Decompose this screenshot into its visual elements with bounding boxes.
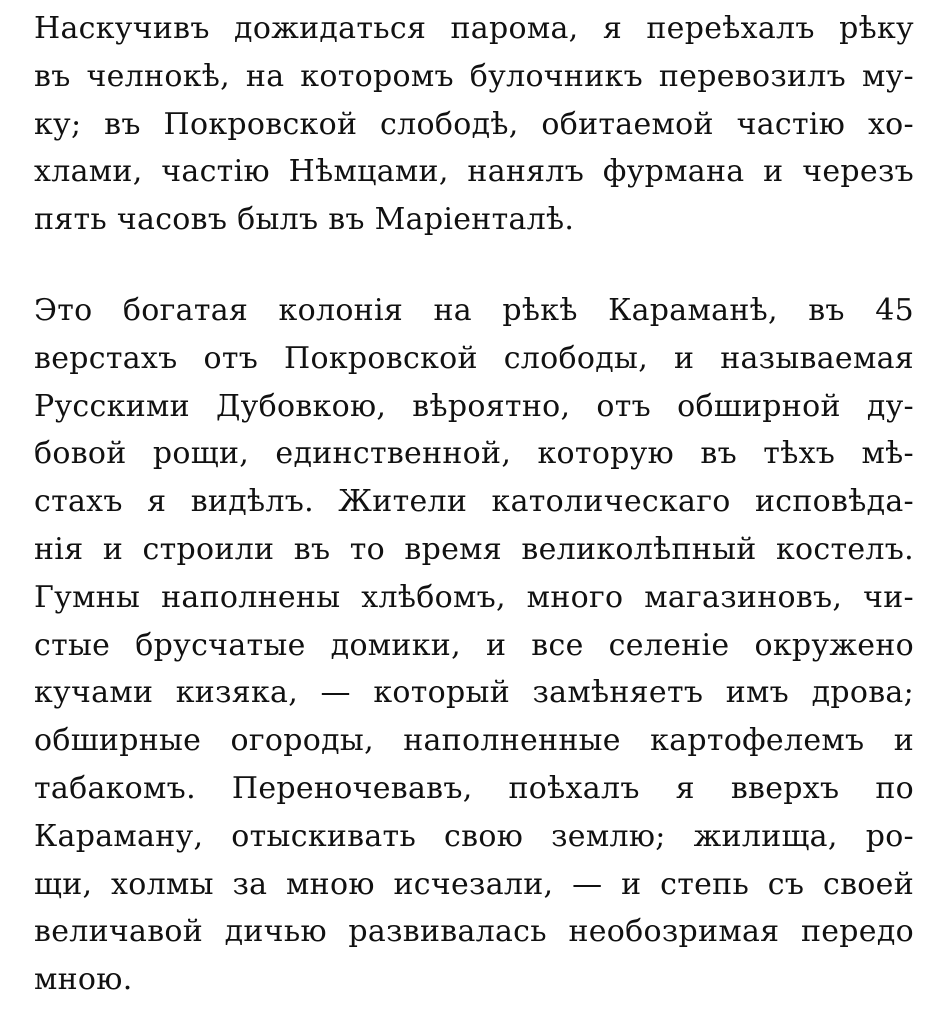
text-line: хлами, частію Нѣмцами, нанялъ фурмана и черезъ: [34, 154, 914, 190]
paragraph-2: [34, 287, 914, 1004]
text-line: кучами кизяка, — который замѣняетъ имъ дрова;: [34, 675, 914, 711]
text-line: Русскими Дубовкою, вѣроятно, отъ обширной ду-: [34, 388, 914, 424]
text-line: въ челнокѣ, на которомъ булочникъ перевозилъ му-: [34, 58, 914, 94]
text-line: стые брусчатые домики, и все селеніе окружено: [34, 627, 914, 663]
text-line: Это богатая колонія на рѣкѣ Караманѣ, въ 45: [34, 293, 914, 328]
text-line: нія и строили въ то время великолѣпный костелъ.: [34, 531, 914, 567]
text-line: бовой рощи, единственной, которую въ тѣхъ мѣ-: [34, 436, 914, 472]
text-line: табакомъ. Переночевавъ, поѣхалъ я вверхъ по: [34, 770, 914, 806]
text-line: щи, холмы за мною исчезали, — и степь съ своей: [34, 866, 914, 902]
text-line: величавой дичью развивалась необозримая передо: [34, 914, 914, 950]
paragraph-1: [34, 5, 914, 244]
text-line: верстахъ отъ Покровской слободы, и называемая: [34, 340, 914, 376]
text-line: обширные огороды, наполненные картофелемъ и: [34, 723, 914, 759]
text-line: ку; въ Покровской слободѣ, обитаемой частію хо-: [34, 106, 914, 142]
text-line: Гумны наполнены хлѣбомъ, много магазиновъ, чи-: [34, 579, 914, 615]
text-line: пять часовъ былъ въ Маріенталѣ.: [34, 202, 575, 238]
text-line: Караману, отыскивать свою землю; жилища, ро-: [34, 818, 914, 854]
text-line: стахъ я видѣлъ. Жители католическаго исповѣда-: [34, 484, 914, 520]
text-line: мною.: [34, 962, 133, 998]
text-line: Наскучивъ дожидаться парома, я переѣхалъ рѣку: [34, 11, 914, 46]
